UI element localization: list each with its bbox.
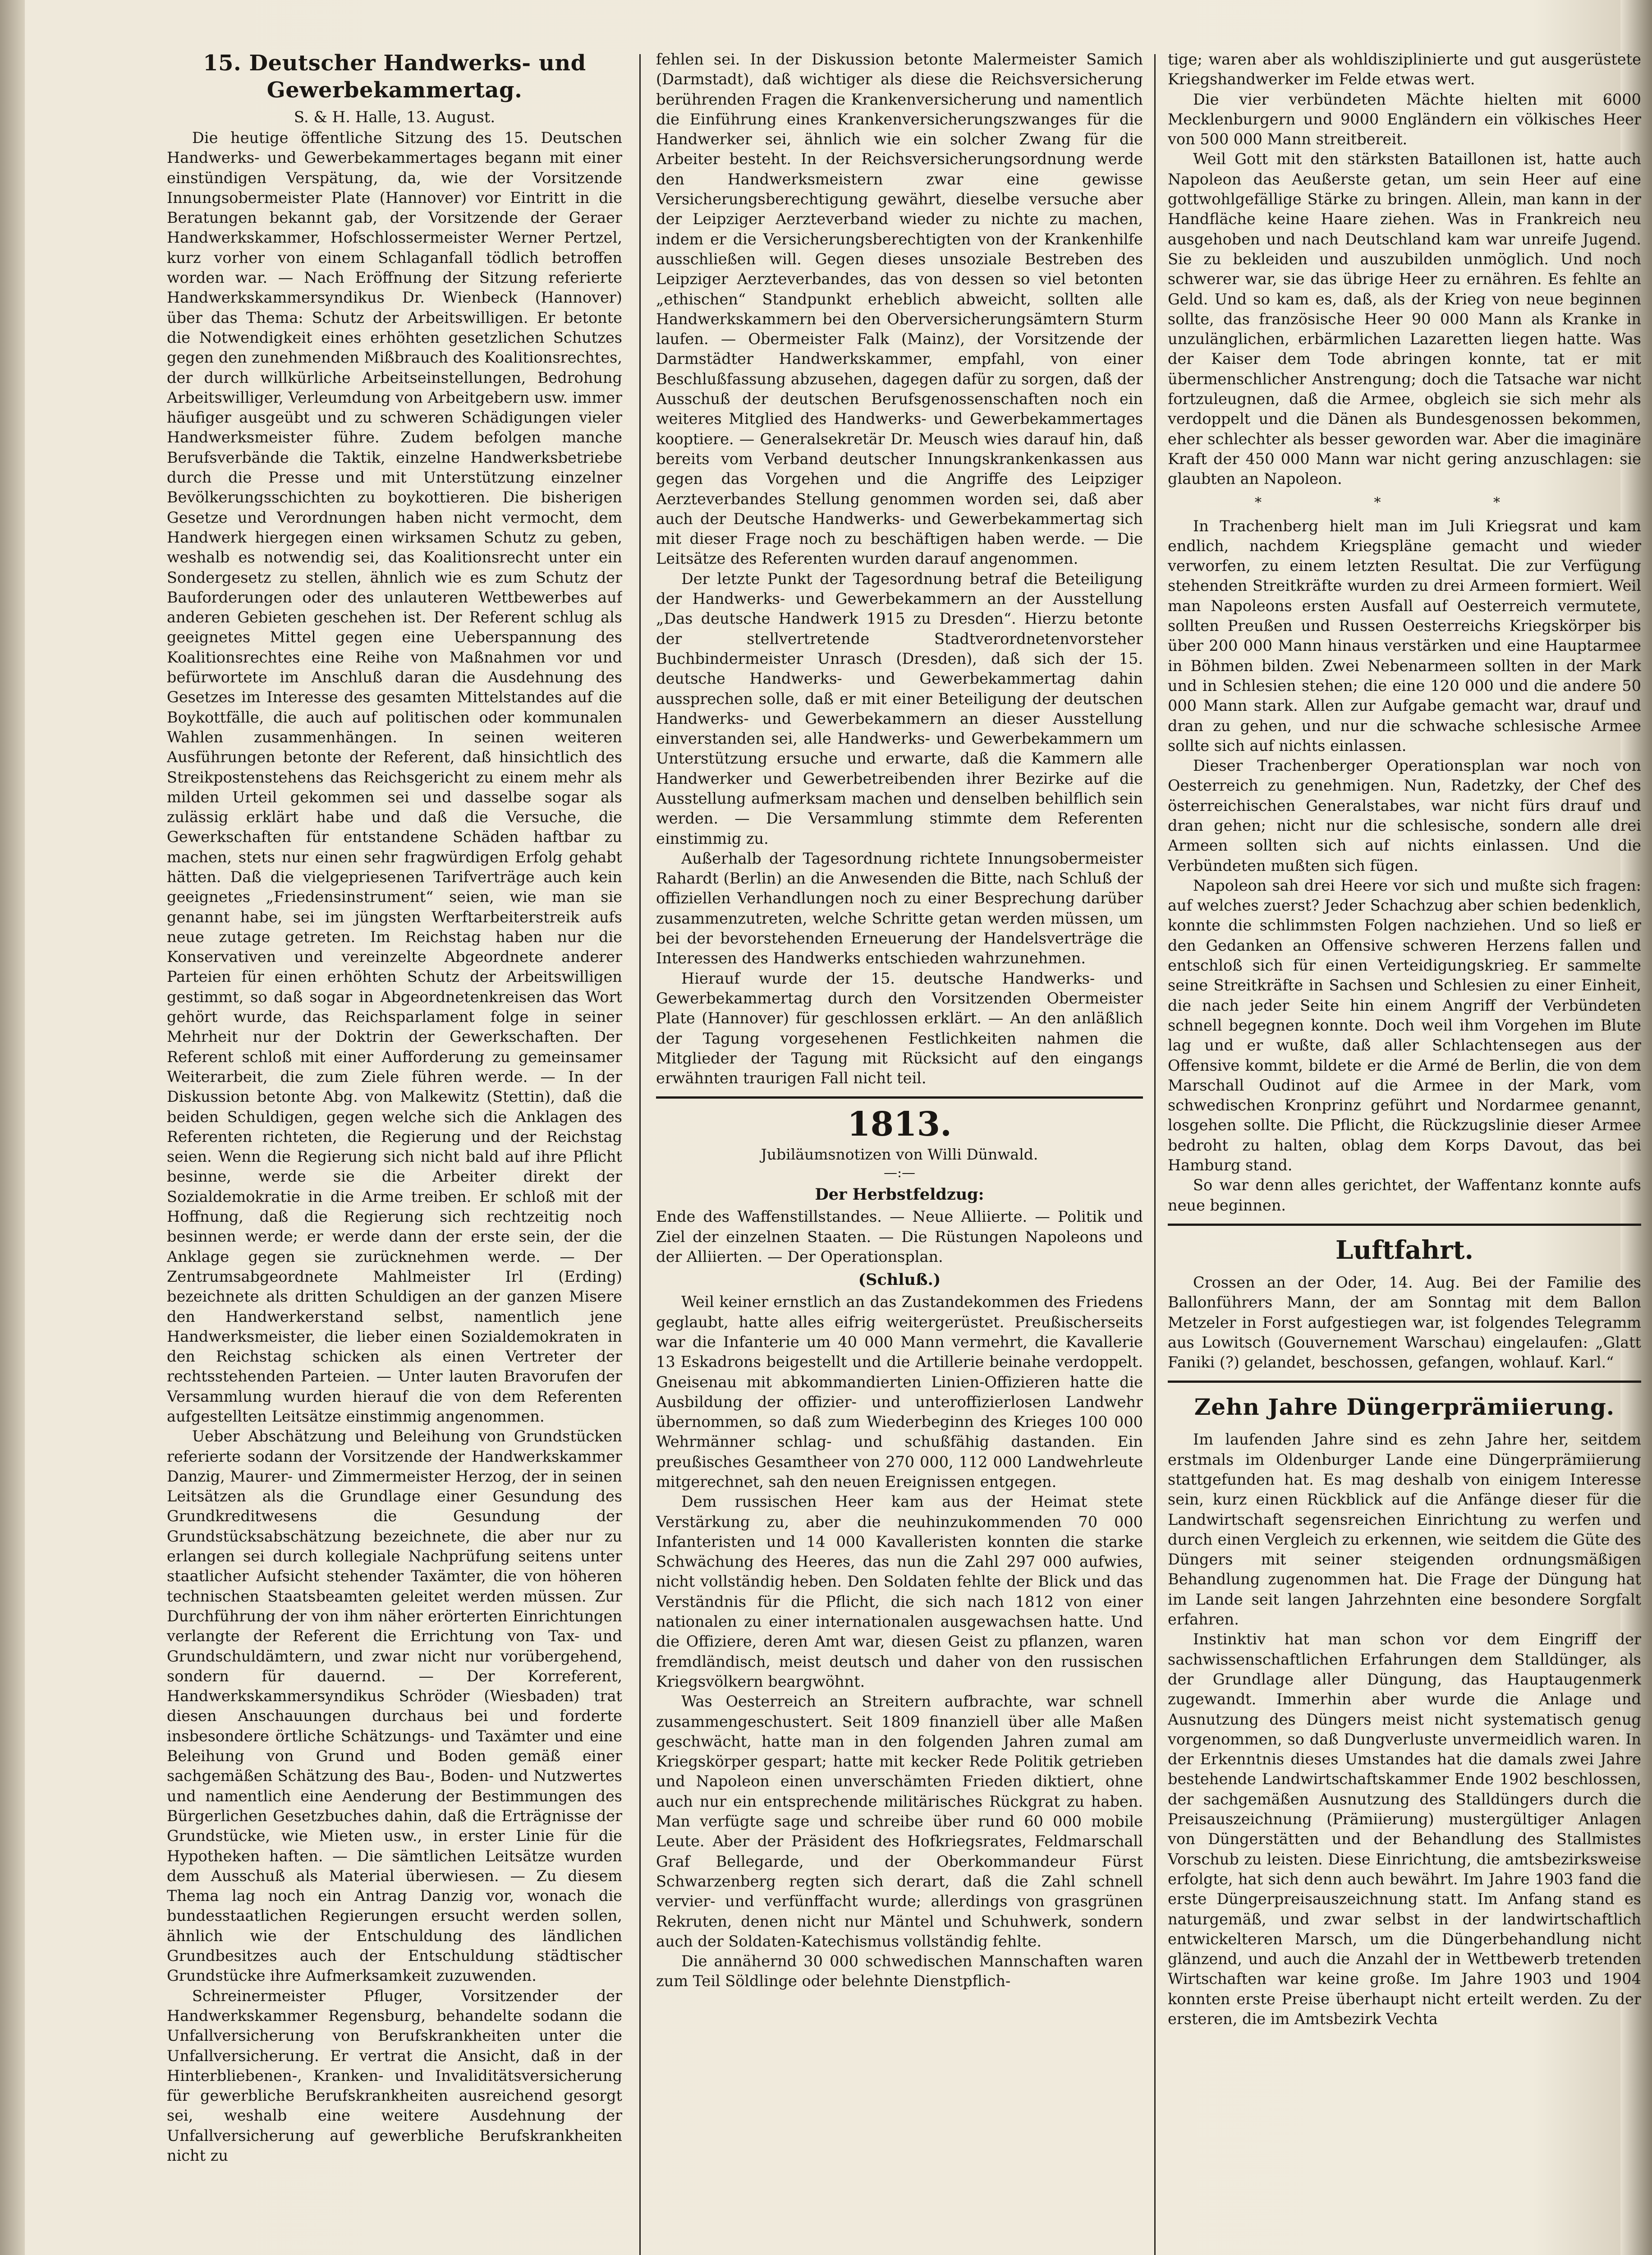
feuilleton-title: 1813. bbox=[847, 1105, 952, 1144]
paragraph: Dem russischen Heer kam aus der Heimat stete Verstärkung zu, aber die neuhinzukommenden 70 000 Infanteristen und 14 000 Kavalleristen konnten die starke Schwächung des Heeres, das nun die Zahl 297 000 aufwies, nicht vollständig heben. Den Soldaten fehlte der Blick und das Verständnis für die Pflicht, die sich nach 1812 von einer nationalen zu einer internationalen ausgewachsen hatte. Und die Offiziere, deren Amt war, diesen Geist zu pflanzen, waren fremdländisch, meist deutsch und daher von den russischen Kriegsvölkern beargwöhnt. bbox=[656, 1493, 1143, 1690]
section-heading-luftfahrt: Luftfahrt. bbox=[1335, 1235, 1473, 1265]
feuilleton-summary: Ende des Waffenstillstandes. — Neue Alliierte. — Politik und Ziel der einzelnen Staaten. — Die Rüstungen Napoleons und der Alliierten. — Der Operationsplan. bbox=[656, 1208, 1143, 1266]
paragraph: Dieser Trachenberger Operationsplan war noch von Oesterreich zu genehmigen. Nun, Radetzky, der Chef des österreichischen Generalstabes, war nicht fürs drauf und dran gehen; nicht nur die schlesische, sondern alle drei Armeen sollten sich auf nichts einlassen. Und die Verbündeten mußten sich fügen. bbox=[1168, 757, 1641, 874]
column-rule bbox=[639, 54, 641, 2255]
paragraph: Außerhalb der Tagesordnung richtete Innungsobermeister Rahardt (Berlin) an die Anwesenden die Bitte, nach Schluß der offiziellen Verhandlungen noch zu einer Besprechung darüber zusammenzutreten, welche Schritte getan werden müssen, um bei der bevorstehenden Erneuerung der Handelsverträge die Interessen des Handwerks entschieden wahrzunehmen. bbox=[656, 849, 1143, 967]
paragraph: Die vier verbündeten Mächte hielten mit 6000 Mecklenburgern und 9000 Engländern ein völkisches Heer von 500 000 Mann streitbereit. bbox=[1168, 90, 1641, 148]
feuilleton-subtitle: Der Herbstfeldzug: bbox=[815, 1185, 984, 1204]
paragraph: Hierauf wurde der 15. deutsche Handwerks- und Gewerbekammertag durch den Vorsitzenden Obermeister Plate (Hannover) für geschlossen erklärt. — An den anläßlich der Tagung vorgesehenen Festlichkeiten nahmen die Mitglieder der Tagung mit Rücksicht auf den eingangs erwähnten traurigen Fall nicht teil. bbox=[656, 969, 1143, 1087]
section-heading-duenger: Zehn Jahre Düngerprämiierung. bbox=[1194, 1394, 1615, 1421]
feuilleton-byline: Jubiläumsnotizen von Willi Dünwald. bbox=[761, 1146, 1038, 1164]
paragraph: tige; waren aber als wohldisziplinierte und gut ausgerüstete Kriegshandwerker im Felde etwas wert. bbox=[1168, 51, 1641, 88]
column-3 bbox=[1168, 50, 1641, 2255]
section-divider bbox=[1168, 1224, 1641, 1226]
page-edge-left bbox=[0, 0, 25, 2255]
paragraph: Schreinermeister Pfluger, Vorsitzender der Handwerkskammer Regensburg, behandelte sodann die Unfallversicherung von Berufskrankheiten unter die Unfallversicherung. Er vertrat die Ansicht, daß in der Hinterbliebenen-, Kranken- und Invaliditätsversicherung für gewerbliche Berufskrankheiten ausreichend gesorgt sei, weshalb eine weitere Ausdehnung der Unfallversicherung auf gewerbliche Berufskrankheiten nicht zu bbox=[167, 1987, 622, 2164]
paragraph: Die heutige öffentliche Sitzung des 15. Deutschen Handwerks- und Gewerbekammertages begann mit einer einstündigen Verspätung, da, wie der Vorsitzende Innungsobermeister Plate (Hannover) vor Eintritt in die Beratungen bekannt gab, der Vorsitzende der Geraer Handwerkskammer, Hofschlossermeister Werner Pertzel, kurz vorher von einem Schlaganfall tödlich betroffen worden war. — Nach Eröffnung der Sitzung referierte Handwerkskammersyndikus Dr. Wienbeck (Hannover) über das Thema: Schutz der Arbeitswilligen. Er betonte die Notwendigkeit eines erhöhten gesetzlichen Schutzes gegen den zunehmenden Mißbrauch des Koalitionsrechtes, der durch willkürliche Arbeitseinstellungen, Bedrohung Arbeitswilliger, Verleumdung von Arbeitgebern usw. immer häufiger ausgeübt und zu schweren Schädigungen vieler Handwerksmeister führe. Zudem befolgen manche Berufsverbände die Taktik, einzelne Handwerksbetriebe durch die Presse und mit Unterstützung einzelner Bevölkerungsschichten zu boykottieren. Die bisherigen Gesetze und Verordnungen haben nicht vermocht, dem Handwerk hiergegen einen wirksamen Schutz zu geben, weshalb es notwendig sei, das Koalitionsrecht unter ein Sondergesetz zu stellen, ähnlich wie es zum Schutz der Bauforderungen oder des unlauteren Wettbewerbes auf anderen Gebieten geschehen ist. Der Referent schlug als geeignetes Mittel gegen eine Ueberspannung des Koalitionsrechtes eine Reihe von Maßnahmen vor und befürwortete im Anschluß daran die Ausdehnung des Gesetzes im Interesse des gesamten Mittelstandes auf die Boykottfälle, die auch auf politischen oder kommunalen Wahlen zusammenhängen. In seinen weiteren Ausführungen betonte der Referent, daß hinsichtlich des Streikpostenstehens das Reichsgericht zu einem mehr als milden Urteil gekommen sei und dasselbe sogar als zulässig erklärt habe und daß die Versuche, die Gewerkschaften für entstandene Schäden haftbar zu machen, stets nur einen sehr fragwürdigen Erfolg gehabt hätten. Daß die vielgepriesenen Tarifverträge auch kein geeignetes „Friedensinstrument“ seien, wie man sie genannt habe, sei im jüngsten Werftarbeiterstreik aufs neue zutage getreten. Im Reichstag haben nur die Konservativen und vereinzelte Abgeordnete anderer Parteien für einen erhöhten Schutz der Arbeitswilligen gestimmt, so daß sogar in Abgeordnetenkreisen das Wort gehört wurde, das Reichsparlament folge in seiner Mehrheit nur der Doktrin der Gewerkschaften. Der Referent schloß mit einer Aufforderung zu gemeinsamer Weiterarbeit, die zum Ziele führen werde. — In der Diskussion betonte Abg. von Malkewitz (Stettin), daß die beiden Schuldigen, gegen welche sich die Anklagen des Referenten richteten, die Regierung und der Reichstag seien. Wenn die Regierung sich nicht bald auf ihre Pflicht besinne, werde sie die Arbeiter direkt der Sozialdemokratie in die Arme treiben. Er schloß mit der Hoffnung, daß die Regierung sich rechtzeitig noch besinnen werde; er werde dann der erste sein, der die Anklage gegen sie zurücknehmen werde. — Der Zentrumsabgeordnete Mahlmeister Irl (Erding) bezeichnete als dritten Schuldigen an der ganzen Misere den Handwerkerstand selbst, namentlich jene Handwerksmeister, die lieber einen Sozialdemokraten in den Reichstag schicken als einen Vertreter der rechtsstehenden Parteien. — Unter lauten Bravorufen der Versammlung wurden hierauf die von dem Referenten aufgestellten Leitsätze einstimmig angenommen. bbox=[167, 129, 622, 1425]
paragraph: Der letzte Punkt der Tagesordnung betraf die Beteiligung der Handwerks- und Gewerbekammern an der Ausstellung „Das deutsche Handwerk 1915 zu Dresden“. Hierzu betonte der stellvertretende Stadtverordnetenvorsteher Buchbindermeister Unrasch (Dresden), daß sich der 15. deutsche Handwerks- und Gewerbekammertag dahin aussprechen solle, daß er mit einer Beteiligung der deutschen Handwerks- und Gewerbekammern an dieser Ausstellung einverstanden sei, alle Handwerks- und Gewerbekammern um Unterstützung ersuche und erwarte, daß die Kammern alle Handwerker und Gewerbetreibenden ihrer Bezirke auf die Ausstellung aufmerksam machen und denselben behilflich sein werden. — Die Versammlung stimmte dem Referenten einstimmig zu. bbox=[656, 570, 1143, 847]
dateline: S. & H. Halle, 13. August. bbox=[294, 108, 496, 126]
paragraph: Die annähernd 30 000 schwedischen Mannschaften waren zum Teil Söldlinge oder belehnte Dienstpflich- bbox=[656, 1952, 1143, 1990]
paragraph: Ueber Abschätzung und Beleihung von Grundstücken referierte sodann der Vorsitzende der Handwerkskammer Danzig, Maurer- und Zimmermeister Herzog, der in seinen Leitsätzen als die Grundlage einer Gesundung des Grundkreditwesens die Gesundung der Grundstücksabschätzung bezeichnete, die aber nur zu erlangen sei durch kollegiale Nachprüfung seitens unter staatlicher Aufsicht stehender Taxämter, die von höheren technischen Staatsbeamten geleitet werden müssen. Zur Durchführung der von ihm näher erörterten Einrichtungen verlangte der Referent die Errichtung von Tax- und Grundschuldämtern, und zwar nicht nur vorübergehend, sondern für dauernd. — Der Korreferent, Handwerkskammersyndikus Schröder (Wiesbaden) trat diesen Anschauungen durchaus bei und forderte insbesondere örtliche Schätzungs- und Taxämter und eine Beleihung von Grund und Boden gemäß einer sachgemäßen Schätzung des Bau-, Boden- und Nutzwertes und namentlich eine Aenderung der Bestimmungen des Bürgerlichen Gesetzbuches dahin, daß die Erträgnisse der Grundstücke, wie Mieten usw., in erster Linie für die Hypotheken haften. — Die sämtlichen Leitsätze wurden dem Ausschuß als Material überwiesen. — Zu diesem Thema lag noch ein Antrag Danzig vor, wonach die bundesstaatlichen Regierungen ersucht werden sollen, ähnlich wie der Entschuldung des ländlichen Grundbesitzes auch der Entschuldung städtischer Grundstücke ihre Aufmerksamkeit zuzuwenden. bbox=[167, 1427, 622, 1985]
asterism: * * * bbox=[1254, 494, 1555, 511]
continued-label: (Schluß.) bbox=[858, 1270, 941, 1289]
column-rule bbox=[1154, 54, 1156, 2255]
article-title: 15. Deutscher Handwerks- und Gewerbekammertag. bbox=[203, 51, 586, 103]
paragraph: Weil keiner ernstlich an das Zustandekommen des Friedens geglaubt, hatte alles eifrig weitergerüstet. Preußischerseits war die Infanterie um 40 000 Mann vermehrt, die Kavallerie 13 Eskadrons beigestellt und die Artillerie beinahe verdoppelt. Gneisenau mit abkommandierten Linien-Offizieren hatte die Ausbildung der offizier- und unteroffizierlosen Landwehr übernommen, so daß zum Wiederbeginn des Krieges 100 000 Wehrmänner schlag- und schußfähig dastanden. Ein preußisches Gesamtheer von 270 000, 112 000 Landwehrleute mitgerechnet, sah den neuen Ereignissen entgegen. bbox=[656, 1293, 1143, 1491]
paragraph: fehlen sei. In der Diskussion betonte Malermeister Samich (Darmstadt), daß wichtiger als diese die Reichsversicherung berührenden Fragen die Krankenversicherung und namentlich die Einführung eines Krankenversicherungszwanges für die Handwerker sei, ähnlich wie ein solcher Zwang für die Arbeiter besteht. In der Reichsversicherungsordnung werde den Handwerksmeistern zwar eine gewisse Versicherungsberechtigung gewährt, dieselbe versuche aber der Leipziger Aerzteverband wieder zu nichte zu machen, indem er die Versicherungsberechtigten von der Krankenhilfe ausschließen will. Gegen dieses unsoziale Bestreben des Leipziger Aerzteverbandes, das von dessen so viel betonten „ethischen“ Standpunkt erheblich abweicht, sollten alle Handwerkskammern bei den Oberversicherungsämtern Sturm laufen. — Obermeister Falk (Mainz), der Vorsitzende der Darmstädter Handwerkskammer, empfahl, von einer Beschlußfassung abzusehen, dagegen dafür zu sorgen, daß der Ausschuß der deutschen Berufsgenossenschaften noch ein weiteres Mitglied des Handwerks- und Gewerbekammertages kooptiere. — Generalsekretär Dr. Meusch wies darauf hin, daß bereits vom Verband deutscher Innungskrankenkassen aus gegen das Vorgehen und die Angriffe des Leipziger Aerzteverbandes Stellung genommen worden sei, daß aber auch der Deutsche Handwerks- und Gewerbekammertag sich mit dieser Frage noch zu beschäftigen haben werde. — Die Leitsätze des Referenten wurden darauf angenommen. bbox=[656, 51, 1143, 568]
paragraph: Was Oesterreich an Streitern aufbrachte, war schnell zusammengeschustert. Seit 1809 finanziell über alle Maßen geschwächt, hatte man in den folgenden Jahren zumal am Kriegskörper gespart; hatte mit kecker Rede Politik getrieben und Napoleon einen unverschämten Frieden diktiert, ohne auch nur ein entsprechende militärisches Rückgrat zu haben. Man verfügte sage und schreibe über rund 60 000 mobile Leute. Aber der Präsident des Hofkriegsrates, Feldmarschall Graf Bellegarde, und der Oberkommandeur Fürst Schwarzenberg regten sich derart, daß die Zahl schnell vervier- und verfünffacht wurde; allerdings von grasgrünen Rekruten, denen nicht nur Mäntel und Schuhwerk, sondern auch der Soldaten-Katechismus vollständig fehlte. bbox=[656, 1693, 1143, 1950]
column-1 bbox=[167, 50, 622, 2255]
paragraph: Im laufenden Jahre sind es zehn Jahre her, seitdem erstmals im Oldenburger Lande eine Düngerprämiierung stattgefunden hat. Es mag deshalb von einigem Interesse sein, kurz einen Rückblick auf die Anfänge dieser für die Landwirtschaft segensreichen Einrichtung zu werfen und durch einen Vergleich zu erkennen, wie seitdem die Güte des Düngers mit seiner steigenden ordnungsmäßigen Behandlung zugenommen hat. Die Frage der Düngung hat im Lande seit langen Jahrzehnten eine besondere Sorgfalt erfahren. bbox=[1168, 1431, 1641, 1629]
paragraph: Weil Gott mit den stärksten Bataillonen ist, hatte auch Napoleon das Aeußerste getan, um sein Heer auf eine gottwohlgefällige Stärke zu bringen. Allein, man kann in der Handfläche keine Haare ziehen. Was in Frankreich neu ausgehoben und nach Deutschland kam war unreife Jugend. Sie zu bekleiden und auszubilden unmöglich. Und noch schwerer war, sie das übrige Heer zu ernähren. Es fehlte an Geld. Und so kam es, daß, als der Krieg von neue beginnen sollte, das französische Heer 90 000 Mann als Kranke in unzulänglichen, erbärmlichen Lazaretten liegen hatte. Was der Kaiser dem Tode abringen konnte, tat er mit übermenschlicher Anstrengung; doch die Tatsache war nicht fortzuleugnen, daß die Armee, obgleich sie sich mehr als verdoppelt und die Dänen als Bundesgenossen bekommen, eher schlechter als besser geworden war. Aber die imaginäre Kraft der 450 000 Mann war nicht gering anzuschlagen: sie glaubten an Napoleon. bbox=[1168, 150, 1641, 488]
paragraph: In Trachenberg hielt man im Juli Kriegsrat und kam endlich, nachdem Kriegspläne gemacht und wieder verworfen, zu einem letzten Resultat. Die zur Verfügung stehenden Streitkräfte wurden zu drei Armeen formiert. Weil man Napoleons ersten Ausfall auf Oesterreich vermutete, sollten Preußen und Russen Oesterreichs Kriegskörper bis über 200 000 Mann hinaus verstärken und eine Hauptarmee in Böhmen bilden. Zwei Nebenarmeen sollten in der Mark und in Schlesien stehen; die eine 120 000 und die andere 50 000 Mann stark. Allen zur Aufgabe gemacht war, drauf und dran zu gehen, und nur die schwache schlesische Armee sollte sich auf nichts einlassen. bbox=[1168, 517, 1641, 755]
paragraph: So war denn alles gerichtet, der Waffentanz konnte aufs neue beginnen. bbox=[1168, 1176, 1641, 1214]
paragraph: Instinktiv hat man schon vor dem Eingriff der sachwissenschaftlichen Erfahrungen dem Stalldünger, als der Grundlage aller Düngung, das Hauptaugenmerk zugewandt. Immerhin aber wurde die Anlage und Ausnutzung des Düngers meist nicht systematisch genug vorgenommen, so daß Dungverluste unvermeidlich waren. In der Erkenntnis dieses Umstandes hat die damals zwei Jahre bestehende Landwirtschaftskammer Ende 1902 beschlossen, der sachgemäßen Ausnutzung des Stalldüngers durch die Preisauszeichnung (Prämiierung) mustergültiger Anlagen von Düngerstätten und der Behandlung des Stallmistes Vorschub zu leisten. Diese Einrichtung, die amtsbezirksweise erfolgte, hat sich denn auch bewährt. Im Jahre 1903 fand die erste Düngerpreisauszeichnung statt. Im Anfang stand es naturgemäß, und zwar selbst in der landwirtschaftlich entwickelteren Marsch, um die Düngerbehandlung nicht glänzend, und auch die Anzahl der in Wettbewerb tretenden Wirtschaften war keine große. Im Jahre 1903 und 1904 konnten erste Preise überhaupt nicht erteilt werden. Zu der ersteren, die im Amtsbezirk Vechta bbox=[1168, 1630, 1641, 2028]
column-2 bbox=[656, 50, 1143, 2255]
paragraph: Napoleon sah drei Heere vor sich und mußte sich fragen: auf welches zuerst? Jeder Schachzug aber schien bedenklich, konnte die schlimmsten Folgen nachziehen. Und so ließ er den Gedanken an Offensive schweren Herzens fallen und entschloß sich für einen Verteidigungskrieg. Er sammelte seine Streitkräfte in Sachsen und Schlesien zu einer Einheit, die nach jeder Seite hin einem Angriff der Verbündeten schnell begegnen konnte. Doch weil ihm Vorgehen im Blute lag und er wußte, daß aller Schlachtensegen aus der Offensive kommt, bildete er die Armé de Berlin, die von dem Marschall Oudinot auf die Armee in der Mark, vom schwedischen Kronprinz geführt und Nordarmee genannt, losgehen sollte. Die Pflicht, die Rückzugslinie dieser Armee bedroht zu halten, oblag dem Korps Davout, das bei Hamburg stand. bbox=[1168, 876, 1641, 1174]
section-divider bbox=[656, 1096, 1143, 1099]
paragraph: Crossen an der Oder, 14. Aug. Bei der Familie des Ballonführers Mann, der am Sonntag mit dem Ballon Metzeler in Forst aufgestiegen war, ist folgendes Telegramm aus Lowitsch (Gouvernement Warschau) eingelaufen: „Glatt Faniki (?) gelandet, beschossen, gefangen, wohlauf. Karl.“ bbox=[1168, 1273, 1641, 1371]
section-divider bbox=[1168, 1381, 1641, 1383]
ornament-divider: —:— bbox=[883, 1165, 916, 1181]
